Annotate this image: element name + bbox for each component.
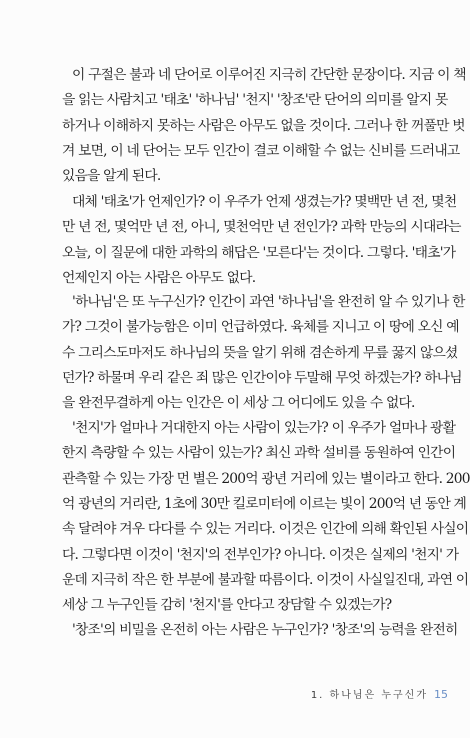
page-number: 15: [434, 688, 448, 701]
text-line: 하거나 이해하지 못하는 사람은 아무도 없을 것이다. 그러나 한 꺼풀만 벗: [62, 117, 465, 134]
text-line: 있음을 알게 된다.: [62, 168, 161, 185]
text-line: 던가? 하물며 우리 같은 죄 많은 인간이야 두말해 무엇 하겠는가? 하나님: [62, 369, 462, 386]
text-line: '창조'의 비밀을 온전히 아는 사람은 누구인가? '창조'의 능력을 완전히: [72, 622, 458, 638]
text-line: 가? 그것이 불가능함은 이미 언급하였다. 육체를 지니고 이 땅에 오신 예: [62, 319, 459, 336]
text-line: 관측할 수 있는 가장 먼 별은 200억 광년 거리에 있는 별이라고 한다. 200: [62, 470, 470, 487]
text-line: 속 달려야 겨우 다다를 수 있는 거리다. 이것은 인간에 의해 확인된 사실이: [62, 521, 469, 538]
chapter-title: 1. 하나님은 누구신가: [310, 690, 428, 701]
text-line: 한지 측량할 수 있는 사람이 있는가? 최신 과학 설비를 동원하여 인간이: [62, 445, 456, 462]
text-line: '천지'가 얼마나 거대한지 아는 사람이 있는가? 이 우주가 얼마나 광활: [72, 420, 456, 436]
text-line: 수 그리스도마저도 하나님의 뜻을 알기 위해 겸손하게 무릎 꿇지 않으셨: [62, 344, 458, 361]
text-line: 운데 지극히 작은 한 부분에 불과할 따름이다. 이것이 사실일진대, 과연 이: [62, 571, 469, 588]
text-line: 언제인지 아는 사람은 아무도 없다.: [62, 269, 256, 286]
text-line: 을 완전무결하게 아는 인간은 이 세상 그 어디에도 있을 수 없다.: [62, 395, 415, 412]
text-line: 세상 그 누구인들 감히 '천지'를 안다고 장담할 수 있겠는가?: [62, 597, 392, 614]
running-footer: [311, 686, 448, 701]
text-line: 다. 그렇다면 이것이 '천지'의 전부인가? 아니다. 이것은 실제의 '천지' 가: [62, 546, 459, 563]
text-line: 억 광년의 거리란, 1초에 30만 킬로미터에 이르는 빛이 200억 년 동안 계: [62, 495, 467, 512]
text-line: 대체 '태초'가 언제인가? 이 우주가 언제 생겼는가? 몇백만 년 전, 몇천: [72, 194, 457, 210]
text-line: 오늘, 이 질문에 대한 과학의 해답은 '모른다'는 것이다. 그렇다. '태초'가: [62, 244, 456, 261]
text-line: 만 년 전, 몇억만 년 전, 아니, 몇천억만 년 전인가? 과학 만능의 시대라는: [62, 219, 461, 236]
text-line: 을 읽는 사람치고 '태초' '하나님' '천지' '창조'란 단어의 의미를 알지 못: [62, 92, 448, 109]
text-line: '하나님'은 또 누구신가? 인간이 과연 '하나님'을 완전히 알 수 있기나 한: [72, 294, 465, 310]
text-line: 이 구절은 불과 네 단어로 이루어진 지극히 간단한 문장이다. 지금 이 책: [72, 67, 466, 83]
text-line: 겨 보면, 이 네 단어는 모두 인간이 결코 이해할 수 없는 신비를 드러내고: [62, 142, 460, 159]
